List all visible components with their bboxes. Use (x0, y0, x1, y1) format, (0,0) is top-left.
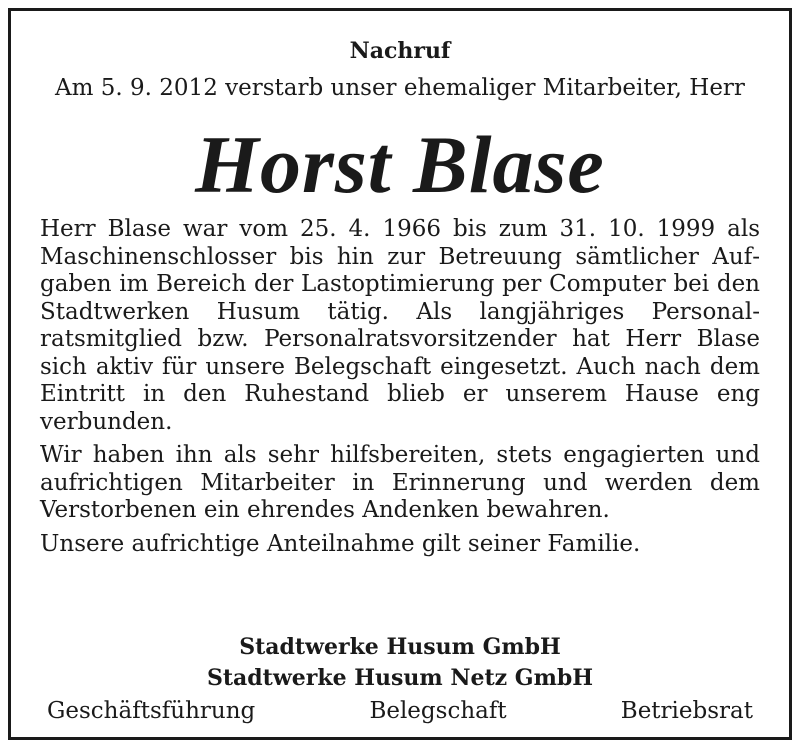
paragraph-career: Herr Blase war vom 25. 4. 1966 bis zum 31. 10. 1999 als Maschinenschlosser bis hin zur Betreuung sämtlicher Aufgaben im Bereich der Lastoptimierung per Computer bei den Stadtwerken Husum tätig. Als langjähriges Personalratsmitglied bzw. Personalratsvorsitzender hat Herr Blase sich aktiv für unsere Belegschaft eingesetzt. Auch nach dem Eintritt in den Ruhestand blieb er unserem Hause eng verbunden. (40, 216, 760, 435)
paragraph-remembrance: Wir haben ihn als sehr hilfsbereiten, stets engagierten und aufrichtigen Mitarbeiter in Erinnerung und werden dem Verstorbenen ein ehrendes Andenken bewahren. (40, 442, 760, 523)
intro-line: Am 5. 9. 2012 verstarb unser ehemaliger Mitarbeiter, Herr (55, 75, 745, 101)
deceased-name: Horst Blase (195, 119, 605, 210)
department-staff: Belegschaft (369, 698, 507, 724)
paragraph-condolence: Unsere aufrichtige Anteilnahme gilt seiner Familie. (40, 530, 641, 557)
department-works-council: Betriebsrat (620, 698, 753, 724)
signers-block (11, 632, 789, 694)
obituary-body (40, 216, 760, 564)
obituary-notice (8, 8, 792, 740)
department-management: Geschäftsführung (47, 698, 256, 724)
signer-network-company: Stadtwerke Husum Netz GmbH (206, 665, 594, 691)
signer-company: Stadtwerke Husum GmbH (239, 634, 561, 660)
departments-row (47, 696, 753, 726)
notice-heading: Nachruf (349, 38, 451, 64)
